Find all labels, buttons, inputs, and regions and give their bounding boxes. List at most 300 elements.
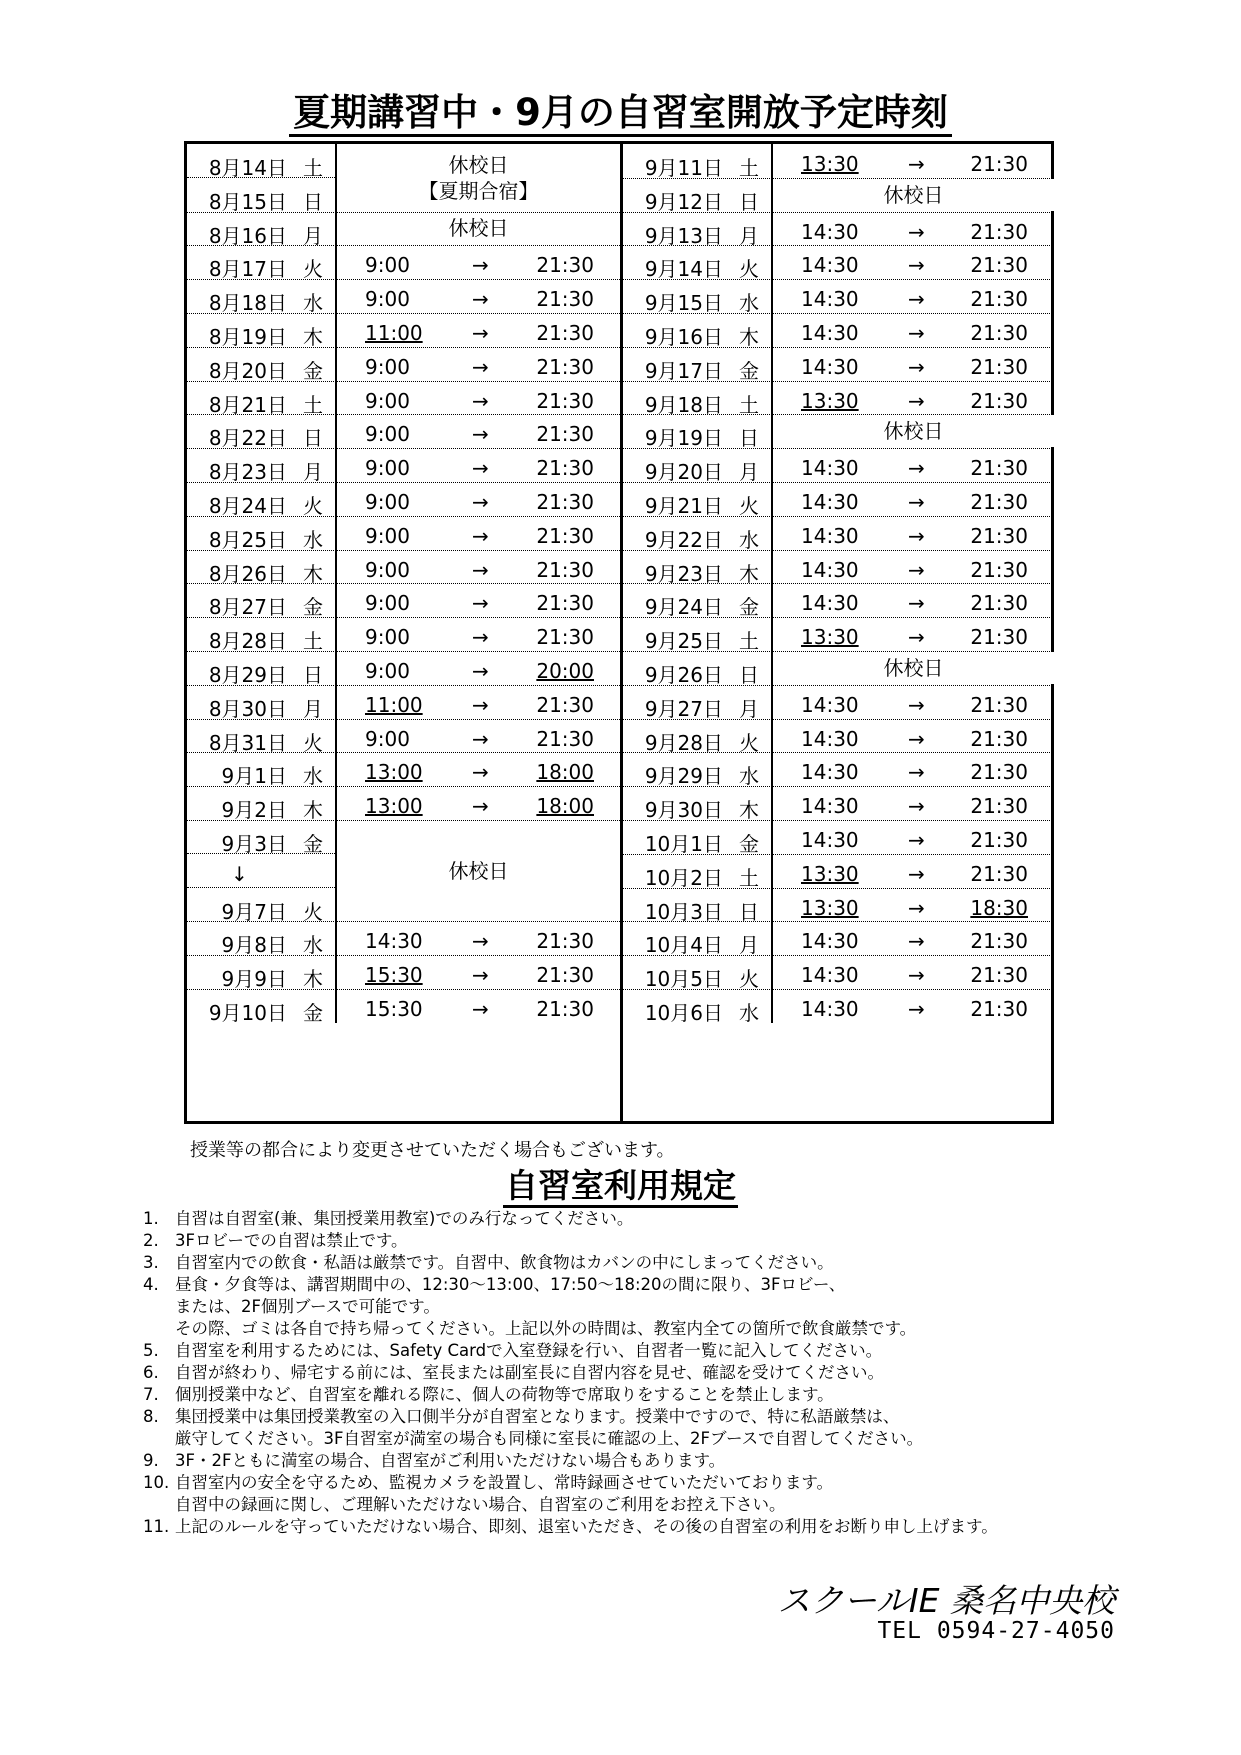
rules-title: 自習室利用規定: [0, 1160, 1241, 1207]
date-cell: [187, 516, 337, 550]
open-time: 15:30: [365, 963, 423, 988]
schedule-row: [623, 313, 1054, 348]
time-cell: [337, 685, 620, 719]
rule-text: 自習が終わり、帰宅する前には、室長または副室長に自習内容を見せ、確認を受けてください。: [175, 1363, 885, 1382]
open-time: 9:00: [365, 456, 410, 481]
date-cell: [187, 752, 337, 789]
date-label: 9月12日: [644, 189, 723, 214]
rules-list: [143, 1208, 1143, 1538]
date-cell: [623, 888, 773, 922]
close-time: 21:30: [970, 490, 1028, 514]
time-cell: [337, 245, 620, 279]
date-cell: [187, 347, 337, 381]
close-time: 21:30: [970, 625, 1028, 650]
close-time: 21:30: [970, 456, 1028, 481]
weekday-label: 金: [739, 358, 759, 383]
date-cell: [623, 921, 773, 958]
schedule-row: [623, 888, 1054, 923]
date-cell: [623, 144, 773, 178]
open-time: 14:30: [801, 997, 859, 1021]
date-cell: [623, 719, 773, 753]
schedule-row: [623, 482, 1054, 517]
rule-item: [143, 1340, 1143, 1362]
time-cell: [337, 414, 620, 448]
weekday-label: 金: [739, 595, 759, 620]
date-cell: [623, 820, 773, 854]
date-label: 9月26日: [644, 663, 723, 687]
date-label: 9月8日: [221, 933, 287, 958]
date-label: 10月1日: [644, 832, 723, 856]
open-time: 14:30: [801, 557, 859, 582]
weekday-label: 火: [739, 730, 759, 755]
right-arrow-icon: →: [908, 490, 925, 514]
schedule-left-column: [187, 144, 620, 1121]
open-time: 14:30: [801, 253, 859, 278]
time-cell: [773, 854, 1054, 888]
open-time: 9:00: [365, 659, 410, 683]
weekday-label: 土: [303, 392, 323, 417]
close-time: 21:30: [536, 354, 594, 379]
open-time: 14:30: [801, 321, 859, 345]
weekday-label: 水: [303, 291, 323, 316]
rule-text: または、2F個別ブースで可能です。: [175, 1297, 440, 1316]
weekday-label: 月: [739, 696, 759, 721]
date-cell: [187, 820, 337, 854]
open-time: 14:30: [801, 828, 859, 852]
holiday-text: [337, 215, 620, 241]
date-label: 9月2日: [221, 798, 287, 823]
schedule-row: [187, 651, 620, 686]
date-label: 9月9日: [221, 967, 287, 992]
holiday-sublabel: 【夏期合宿】: [418, 178, 539, 203]
weekday-label: 日: [303, 189, 323, 214]
schedule-row: [187, 245, 620, 280]
open-time: 9:00: [365, 388, 410, 413]
right-arrow-icon: →: [472, 963, 489, 988]
schedule-row: [623, 719, 1054, 754]
date-cell: [187, 381, 337, 415]
holiday-cell: [773, 179, 1054, 211]
rule-number: 8.: [143, 1407, 159, 1426]
date-label: 9月16日: [644, 325, 723, 349]
open-time: 14:30: [801, 354, 859, 379]
right-arrow-icon: →: [908, 219, 925, 244]
time-cell: [337, 550, 620, 584]
date-label: 8月28日: [208, 629, 287, 654]
date-cell: [187, 313, 337, 347]
date-label: 8月31日: [208, 730, 287, 755]
date-label: 10月2日: [644, 865, 723, 890]
date-cell: [623, 989, 773, 1023]
rule-text: 自習は自習室(兼、集団授業用教室)でのみ行なってください。: [175, 1209, 634, 1228]
close-time: 21:30: [536, 929, 594, 954]
date-cell: [187, 448, 337, 485]
rule-text: 自習室内の安全を守るため、監視カメラを設置し、常時録画させていただいております。: [175, 1473, 834, 1492]
date-cell: [187, 685, 337, 719]
schedule-row: [623, 820, 1054, 855]
time-cell: [337, 313, 620, 347]
rule-number: 11.: [143, 1517, 170, 1536]
date-cell: [187, 854, 337, 888]
close-time: 21:30: [536, 456, 594, 481]
date-label: 9月14日: [644, 257, 723, 282]
time-cell: [773, 786, 1054, 820]
date-cell: [623, 617, 773, 654]
date-cell: [187, 989, 337, 1023]
weekday-label: 金: [303, 832, 323, 856]
weekday-label: 日: [739, 426, 759, 451]
schedule-table: [184, 141, 1054, 1124]
rule-item: [143, 1406, 1143, 1450]
rule-text: 集団授業中は集団授業教室の入口側半分が自習室となります。授業中ですので、特に私語厳禁は、: [175, 1407, 900, 1426]
holiday-label: 休校日: [448, 216, 509, 241]
close-time: 21:30: [970, 591, 1028, 616]
time-cell: [337, 617, 620, 651]
date-cell: [623, 448, 773, 485]
right-arrow-icon: →: [908, 152, 925, 176]
open-time: 9:00: [365, 591, 410, 616]
close-time: 21:30: [536, 253, 594, 278]
schedule-row: [623, 381, 1054, 416]
schedule-row: [623, 516, 1054, 551]
open-time: 14:30: [365, 929, 423, 954]
weekday-label: 木: [303, 967, 323, 992]
schedule-row: [623, 752, 1054, 787]
date-label: 10月6日: [644, 1001, 723, 1025]
schedule-row: [187, 550, 620, 585]
weekday-label: 土: [739, 629, 759, 654]
right-arrow-icon: →: [472, 625, 489, 650]
open-time: 9:00: [365, 287, 410, 312]
date-label: 8月23日: [208, 460, 287, 485]
date-cell: [187, 955, 337, 992]
holiday-label: 休校日: [883, 182, 944, 207]
date-label: 9月15日: [644, 291, 723, 316]
right-arrow-icon: →: [472, 726, 489, 751]
close-time: 21:30: [970, 794, 1028, 819]
rule-item: [143, 1384, 1143, 1406]
right-arrow-icon: →: [908, 287, 925, 312]
date-label: 9月28日: [644, 730, 723, 755]
right-arrow-icon: →: [908, 929, 925, 954]
time-cell: [337, 989, 620, 1023]
close-time: 21:30: [970, 726, 1028, 751]
right-arrow-icon: →: [472, 287, 489, 312]
schedule-row: [623, 854, 1054, 889]
date-label: 9月18日: [644, 392, 723, 417]
schedule-row: [623, 955, 1054, 990]
right-arrow-icon: →: [472, 591, 489, 616]
rule-number: 4.: [143, 1275, 159, 1294]
date-cell: [187, 719, 337, 753]
holiday-cell: [337, 213, 620, 245]
right-arrow-icon: →: [908, 456, 925, 481]
date-cell: [623, 516, 773, 550]
time-cell: [773, 955, 1054, 989]
weekday-label: 火: [303, 730, 323, 755]
date-cell: [623, 550, 773, 584]
schedule-row: [187, 347, 620, 382]
holiday-cell: [773, 415, 1054, 447]
open-time: 11:00: [365, 321, 423, 345]
date-label: 9月27日: [644, 696, 723, 721]
date-cell: [623, 685, 773, 719]
open-time: 14:30: [801, 692, 859, 717]
date-cell: [623, 854, 773, 888]
date-cell: [187, 888, 337, 922]
date-cell: [187, 212, 337, 246]
date-label: 9月3日: [221, 832, 287, 856]
date-cell: [623, 212, 773, 246]
weekday-label: 木: [303, 798, 323, 823]
close-time: 21:30: [536, 997, 594, 1021]
date-label: 8月25日: [208, 527, 287, 552]
right-arrow-icon: →: [472, 997, 489, 1021]
weekday-label: 月: [303, 696, 323, 721]
close-time: 20:00: [536, 659, 594, 683]
time-cell: [773, 313, 1054, 347]
holiday-text: [337, 152, 620, 204]
rule-item: [143, 1450, 1143, 1472]
date-label: 9月11日: [644, 156, 723, 180]
rule-number: 10.: [143, 1473, 170, 1492]
right-arrow-icon: →: [472, 760, 489, 785]
date-cell: [623, 482, 773, 516]
close-time: 21:30: [536, 490, 594, 514]
close-time: 21:30: [970, 152, 1028, 176]
rule-number: 3.: [143, 1253, 159, 1272]
date-label: 9月23日: [644, 561, 723, 586]
rule-number: 2.: [143, 1231, 159, 1250]
date-cell: [187, 482, 337, 516]
holiday-text: [773, 182, 1054, 208]
date-cell: [187, 144, 337, 178]
right-arrow-icon: →: [908, 861, 925, 886]
date-label: 8月16日: [208, 223, 287, 248]
time-cell: [773, 448, 1054, 482]
open-time: 14:30: [801, 726, 859, 751]
schedule-row: [187, 313, 620, 348]
holiday-text: [337, 858, 620, 884]
close-time: 21:30: [970, 692, 1028, 717]
weekday-label: 木: [739, 798, 759, 823]
right-arrow-icon: →: [908, 354, 925, 379]
weekday-label: 金: [303, 358, 323, 383]
right-arrow-icon: →: [908, 828, 925, 852]
time-cell: [773, 550, 1054, 584]
close-time: 21:30: [970, 861, 1028, 886]
schedule-row: [623, 212, 1054, 247]
rule-item: [143, 1208, 1143, 1230]
rule-number: 6.: [143, 1363, 159, 1382]
time-cell: [337, 955, 620, 989]
rule-number: 5.: [143, 1341, 159, 1360]
date-cell: [623, 786, 773, 823]
close-time: 21:30: [970, 287, 1028, 312]
down-arrow-icon: ↓: [231, 861, 248, 886]
right-arrow-icon: →: [472, 692, 489, 717]
close-time: 21:30: [970, 253, 1028, 278]
schedule-row: [187, 617, 620, 652]
schedule-row: [623, 786, 1054, 821]
schedule-row: [187, 381, 620, 416]
holiday-label: 休校日: [448, 152, 509, 177]
date-label: 8月27日: [208, 595, 287, 620]
time-cell: [337, 482, 620, 516]
holiday-cell: [337, 821, 620, 920]
schedule-row: [187, 414, 620, 449]
date-label: 9月20日: [644, 460, 723, 485]
date-cell: [623, 178, 773, 212]
schedule-row: [623, 989, 1054, 1023]
open-time: 14:30: [801, 760, 859, 785]
date-label: 8月21日: [208, 392, 287, 417]
weekday-label: 金: [739, 832, 759, 856]
schedule-row: [187, 921, 620, 956]
rule-item: [143, 1472, 1143, 1516]
date-label: 9月19日: [644, 426, 723, 451]
weekday-label: 日: [739, 663, 759, 687]
time-cell: [773, 347, 1054, 381]
date-label: 8月30日: [208, 696, 287, 721]
date-cell: [623, 955, 773, 992]
time-cell: [773, 617, 1054, 651]
close-time: 21:30: [970, 828, 1028, 852]
rule-text: 厳守してください。3F自習室が満室の場合も同様に室長に確認の上、2Fブースで自習してください。: [175, 1429, 924, 1448]
time-cell: [773, 888, 1054, 922]
open-time: 14:30: [801, 794, 859, 819]
open-time: 9:00: [365, 253, 410, 278]
weekday-label: 日: [303, 663, 323, 687]
schedule-row: [187, 583, 620, 618]
time-cell: [773, 482, 1054, 516]
time-cell: [337, 347, 620, 381]
weekday-label: 土: [303, 629, 323, 654]
close-time: 21:30: [970, 321, 1028, 345]
open-time: 9:00: [365, 726, 410, 751]
date-cell: [623, 583, 773, 620]
schedule-row: [623, 245, 1054, 280]
close-time: 18:30: [970, 895, 1028, 920]
time-cell: [773, 685, 1054, 719]
weekday-label: 木: [739, 561, 759, 586]
open-time: 13:30: [801, 152, 859, 176]
rule-number: 9.: [143, 1451, 159, 1470]
schedule-row: [623, 921, 1054, 956]
date-cell: [187, 921, 337, 958]
time-cell: [773, 752, 1054, 786]
rule-text: 上記のルールを守っていただけない場合、即刻、退室いただき、その後の自習室の利用をお断り申し上げます。: [175, 1517, 998, 1536]
date-label: 9月30日: [644, 798, 723, 823]
close-time: 21:30: [970, 523, 1028, 548]
close-time: 21:30: [970, 963, 1028, 988]
weekday-label: 火: [303, 899, 323, 924]
schedule-row: [623, 347, 1054, 382]
right-arrow-icon: →: [908, 895, 925, 920]
time-cell: [773, 144, 1054, 178]
weekday-label: 水: [303, 527, 323, 552]
open-time: 13:30: [801, 861, 859, 886]
holiday-label: 休校日: [448, 858, 509, 883]
holiday-cell: [773, 652, 1054, 684]
close-time: 21:30: [536, 557, 594, 582]
schedule-row: [187, 516, 620, 551]
open-time: 9:00: [365, 523, 410, 548]
date-label: 8月19日: [208, 325, 287, 349]
weekday-label: 水: [303, 764, 323, 789]
schedule-row: [187, 989, 620, 1023]
rule-item: [143, 1252, 1143, 1274]
time-cell: [337, 719, 620, 753]
open-time: 15:30: [365, 997, 423, 1021]
holiday-cell: [337, 145, 620, 211]
schedule-row: [187, 719, 620, 754]
right-arrow-icon: →: [908, 523, 925, 548]
weekday-label: 土: [303, 156, 323, 180]
weekday-label: 水: [739, 764, 759, 789]
open-time: 11:00: [365, 692, 423, 717]
open-time: 9:00: [365, 625, 410, 650]
weekday-label: 火: [303, 257, 323, 282]
time-cell: [773, 820, 1054, 854]
weekday-label: 火: [739, 494, 759, 518]
open-time: 14:30: [801, 219, 859, 244]
schedule-row: [187, 279, 620, 314]
right-arrow-icon: →: [472, 321, 489, 345]
date-label: 9月22日: [644, 527, 723, 552]
rule-text: その際、ゴミは各自で持ち帰ってください。上記以外の時間は、教室内全ての箇所で飲食厳禁です。: [175, 1319, 917, 1338]
weekday-label: 月: [303, 223, 323, 248]
date-label: 8月18日: [208, 291, 287, 316]
weekday-label: 木: [303, 325, 323, 349]
date-label: 10月5日: [644, 967, 723, 992]
rule-text: 個別授業中など、自習室を離れる際に、個人の荷物等で席取りをすることを禁止します。: [175, 1385, 834, 1404]
date-cell: [623, 313, 773, 347]
weekday-label: 火: [303, 494, 323, 518]
weekday-label: 水: [739, 1001, 759, 1025]
date-label: 8月26日: [208, 561, 287, 586]
open-time: 14:30: [801, 456, 859, 481]
date-label: 8月22日: [208, 426, 287, 451]
open-time: 9:00: [365, 354, 410, 379]
date-cell: [187, 651, 337, 685]
date-cell: [623, 752, 773, 789]
weekday-label: 水: [303, 933, 323, 958]
date-label: 9月21日: [644, 494, 723, 518]
date-label: 10月3日: [644, 899, 723, 924]
weekday-label: 日: [303, 426, 323, 451]
right-arrow-icon: →: [472, 253, 489, 278]
time-cell: [773, 245, 1054, 279]
schedule-row: [623, 279, 1054, 314]
right-arrow-icon: →: [908, 726, 925, 751]
time-cell: [337, 381, 620, 415]
holiday-text: [773, 655, 1054, 681]
right-arrow-icon: →: [472, 354, 489, 379]
schedule-row: [623, 144, 1054, 179]
close-time: 21:30: [536, 625, 594, 650]
right-arrow-icon: →: [908, 591, 925, 616]
weekday-label: 月: [739, 223, 759, 248]
close-time: 18:00: [536, 794, 594, 819]
right-arrow-icon: →: [472, 523, 489, 548]
schedule-row: [623, 685, 1054, 720]
close-time: 21:30: [970, 997, 1028, 1021]
close-time: 21:30: [536, 963, 594, 988]
close-time: 21:30: [536, 726, 594, 751]
close-time: 21:30: [970, 760, 1028, 785]
time-cell: [337, 516, 620, 550]
